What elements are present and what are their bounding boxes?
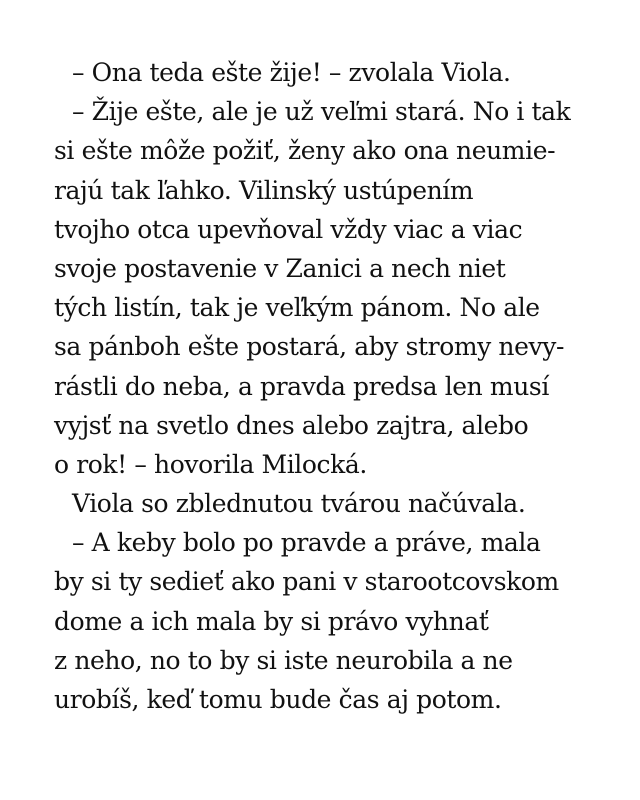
text-line-7: tých listín, tak je veľkým pánom. No ale bbox=[54, 293, 540, 323]
text-line-11: o rok! – hovorila Milocká. bbox=[54, 449, 367, 479]
text-line-6: svoje postavenie v Zanici a nech niet bbox=[54, 253, 506, 283]
text-line-9: rástli do neba, a pravda predsa len musí bbox=[54, 371, 549, 401]
text-line-8: sa pánboh ešte postará, aby stromy nevy- bbox=[54, 332, 565, 362]
text-line-13: – A keby bolo po pravde a práve, mala bbox=[72, 528, 541, 558]
text-line-4: rajú tak ľahko. Vilinský ustúpením bbox=[54, 175, 474, 205]
text-line-10: vyjsť na svetlo dnes alebo zajtra, alebo bbox=[54, 410, 529, 440]
text-line-16: z neho, no to by si iste neurobila a ne bbox=[54, 645, 513, 675]
text-line-14: by si ty sedieť ako pani v starootcovskom bbox=[54, 567, 559, 597]
text-line-3: si ešte môže požiť, ženy ako ona neumie- bbox=[54, 136, 556, 166]
text-line-1: – Ona teda ešte žije! – zvolala Viola. bbox=[72, 58, 511, 87]
text-line-2: – Žije ešte, ale je už veľmi stará. No i tak bbox=[72, 97, 571, 127]
text-line-12: Viola so zblednutou tvárou načúvala. bbox=[72, 489, 526, 519]
text-line-5: tvojho otca upevňoval vždy viac a viac bbox=[54, 214, 523, 244]
text-line-17: urobíš, keď tomu bude čas aj potom. bbox=[54, 685, 502, 714]
text-line-15: dome a ich mala by si právo vyhnať bbox=[54, 606, 489, 636]
